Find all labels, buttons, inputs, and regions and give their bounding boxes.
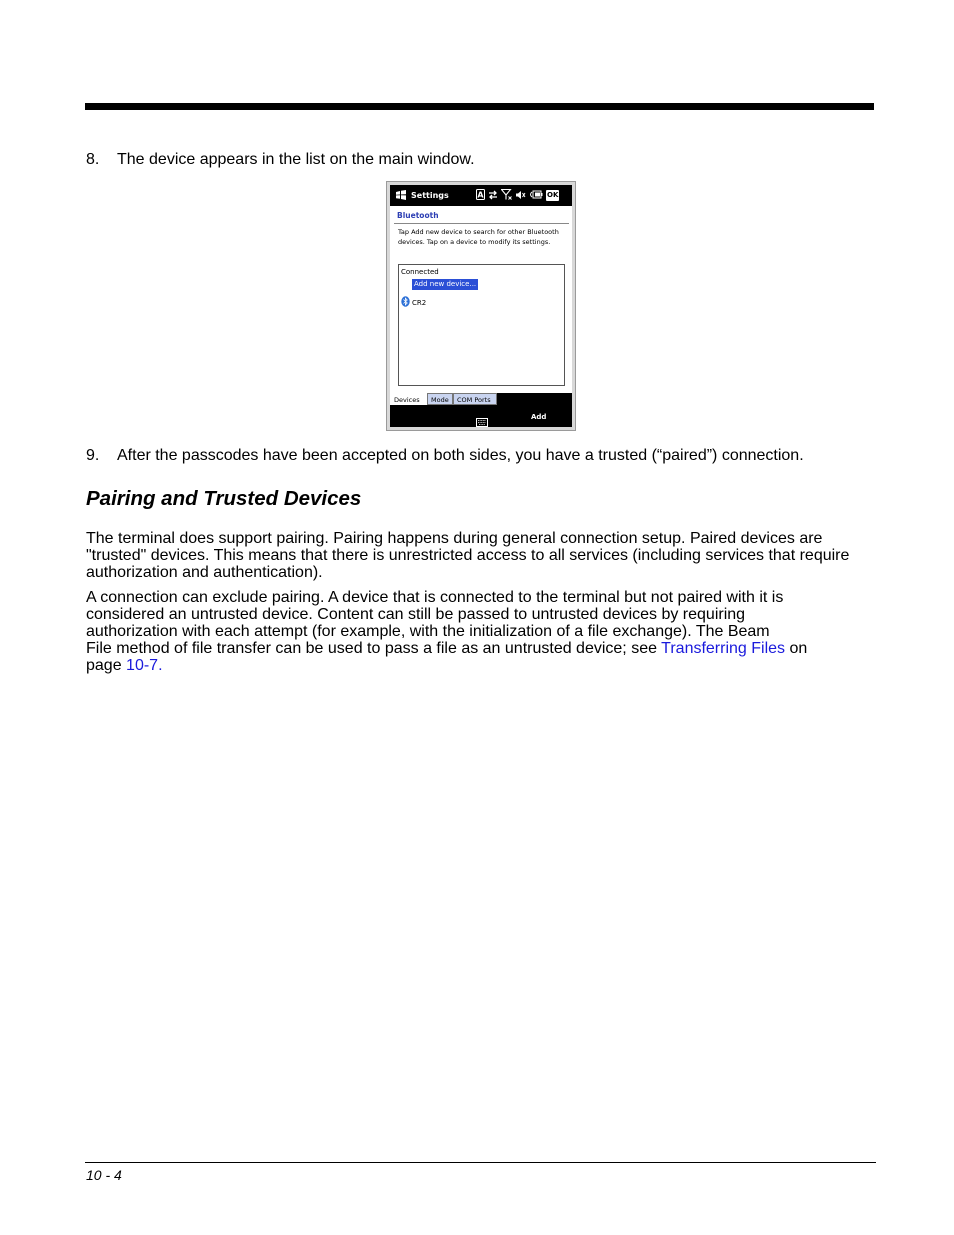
signal-icon[interactable] [501,189,512,202]
para-line: considered an untrusted device. Content can still be passed to untrusted devices by requiring [86,606,746,623]
step-text: After the passcodes have been accepted on both sides, you have a trusted (“paired”) connection. [117,447,804,464]
step-number: 8. [86,151,100,168]
section-rule [394,223,569,224]
tab-com-ports[interactable]: COM Ports [453,393,497,405]
paragraph-pairing: The terminal does support pairing. Pairing happens during general connection setup. Paired devices are "trusted" devices. This means that there is unrestricted access to all services (including services that require authorization and authentication). [86,530,850,581]
para-line: page [86,657,122,674]
title-bar [390,185,572,206]
a-lock-icon [476,189,485,202]
status-icons [476,189,559,202]
soft-key-bar [390,407,572,427]
page-number: 10 - 4 [86,1167,122,1183]
section-heading: Pairing and Trusted Devices [86,487,362,510]
para-line: A connection can exclude pairing. A device that is connected to the terminal but not paired with it is [86,589,784,606]
device-item[interactable] [401,296,426,309]
instructions: Tap Add new device to search for other Bluetooth devices. Tap on a device to modify its settings. [398,228,559,246]
battery-icon[interactable] [529,190,543,201]
device-name: CR2 [412,298,427,307]
windows-flag-icon[interactable] [395,190,407,202]
step-8 [86,150,475,169]
device-screen [390,185,572,427]
add-new-device-item[interactable]: Add new device... [414,280,477,288]
transferring-files-link[interactable]: Transferring Files [661,640,786,657]
bottom-rule [85,1162,876,1163]
paragraph-untrusted [86,589,876,674]
tab-strip [390,393,572,407]
section-title: Bluetooth [397,211,439,220]
bluetooth-icon [401,296,410,309]
group-label: Connected [401,268,439,276]
step-number: 9. [86,447,100,464]
tab-devices[interactable]: Devices [390,393,427,405]
top-rule [85,103,874,110]
tab-mode[interactable]: Mode [427,393,453,405]
speaker-icon[interactable] [515,190,526,202]
para-line: File method of file transfer can be used to pass a file as an untrusted device; see [86,640,657,657]
step-text: The device appears in the list on the main window. [117,151,475,168]
device-list[interactable] [398,264,565,386]
ok-button[interactable]: OK [547,191,559,199]
screen-title: Settings [411,191,449,200]
page-ref-link[interactable]: 10-7 [126,657,159,674]
connectivity-icon[interactable] [488,190,498,202]
keyboard-icon[interactable] [476,412,488,427]
para-line: authorization with each attempt (for example, with the initialization of a file exchange). The Beam [86,623,770,640]
device-screenshot [386,181,576,431]
add-softkey[interactable]: Add [531,413,547,421]
para-text: on [789,640,808,657]
period: . [158,657,163,674]
step-9 [86,446,804,465]
svg-text:A: A [477,190,484,200]
